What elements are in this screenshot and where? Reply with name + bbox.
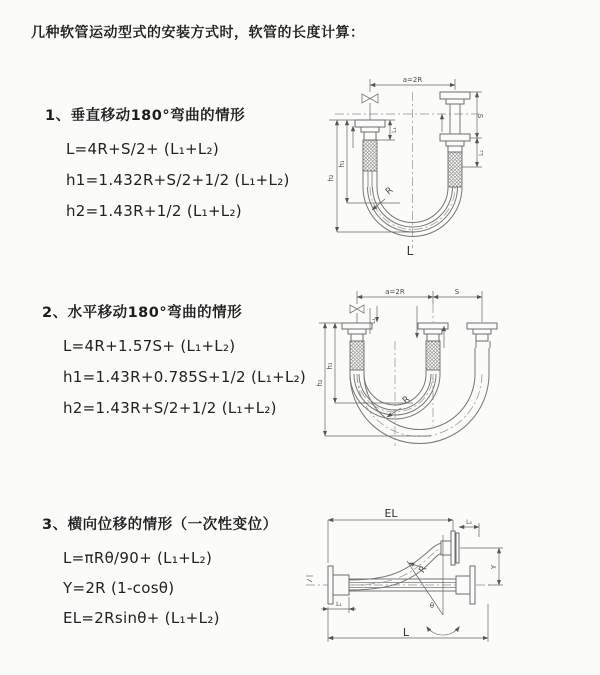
dim-label-h2: h₂ <box>316 379 324 387</box>
middle-flange-fitting <box>418 323 448 370</box>
length-label: L <box>406 244 414 258</box>
left-flange-fitting <box>328 566 349 604</box>
valve-icon <box>350 305 364 323</box>
formula-line: Y=2R (1-cosθ) <box>63 579 175 597</box>
dim-label-h1: h₁ <box>326 362 334 370</box>
right-flange-fitting <box>440 92 470 187</box>
diagram-lateral-displacement <box>303 505 598 655</box>
page-title: 几种软管运动型式的安装方式时，软管的长度计算： <box>31 25 365 41</box>
section-lateral-displacement <box>42 513 278 633</box>
radius-label: R <box>417 564 430 576</box>
dim-label-s: S <box>454 288 460 296</box>
dim-label-l1: L₁ <box>336 601 342 608</box>
dim-label-span: a=2R <box>402 76 423 84</box>
right-flange-fitting <box>467 323 497 348</box>
left-flange-fitting <box>342 323 372 370</box>
dim-label-h1: h₁ <box>338 160 346 168</box>
hose-drawing-position-2 <box>350 348 489 444</box>
diagram-horizontal-180-bend <box>313 286 598 456</box>
radius-label: R <box>384 185 396 198</box>
formula-line: h2=1.43R+1/2 (L₁+L₂) <box>66 202 242 220</box>
dim-label-s: S <box>477 113 485 119</box>
valve-icon <box>362 94 378 120</box>
formula-line: L=4R+1.57S+ (L₁+L₂) <box>63 337 236 355</box>
upper-flange-fitting <box>441 531 459 565</box>
formula-line: L=4R+S/2+ (L₁+L₂) <box>66 140 220 158</box>
dim-label-l2: L₂ <box>466 519 472 526</box>
radius-label: R <box>401 394 413 407</box>
diagram-vertical-180-bend <box>315 72 595 262</box>
length-label: L <box>402 626 410 639</box>
section-2-heading: 2、水平移动180°弯曲的情形 <box>42 305 243 321</box>
formula-line: L=πRθ/90+ (L₁+L₂) <box>63 549 213 567</box>
formula-line: h1=1.432R+S/2+1/2 (L₁+L₂) <box>66 171 290 189</box>
section-3-heading: 3、横向位移的情形（一次性变位） <box>42 517 278 533</box>
section-1-heading: 1、垂直移动180°弯曲的情形 <box>45 108 246 124</box>
dim-label-l1: L₁ <box>391 127 398 133</box>
formula-line: EL=2Rsinθ+ (L₁+L₂) <box>63 609 220 627</box>
dim-label-l2: L₂ <box>478 150 485 156</box>
dim-label-span: a=2R <box>385 288 405 296</box>
formula-line: h1=1.43R+0.785S+1/2 (L₁+L₂) <box>63 368 307 386</box>
section-vertical-move <box>45 104 290 227</box>
dim-label-y: Y <box>490 564 498 570</box>
section-horizontal-move <box>42 301 306 424</box>
centerline-end-mark <box>306 576 313 582</box>
left-flange-fitting <box>355 120 385 171</box>
dim-label-h2: h₂ <box>327 174 335 182</box>
formula-line: h2=1.43R+S/2+1/2 (L₁+L₂) <box>63 399 277 417</box>
right-flange-fitting <box>456 566 475 604</box>
dim-label-el: EL <box>384 507 398 520</box>
hose-displaced-position <box>349 543 451 590</box>
dim-label-l1: L₁ <box>370 318 377 324</box>
angle-label: θ <box>429 602 435 610</box>
